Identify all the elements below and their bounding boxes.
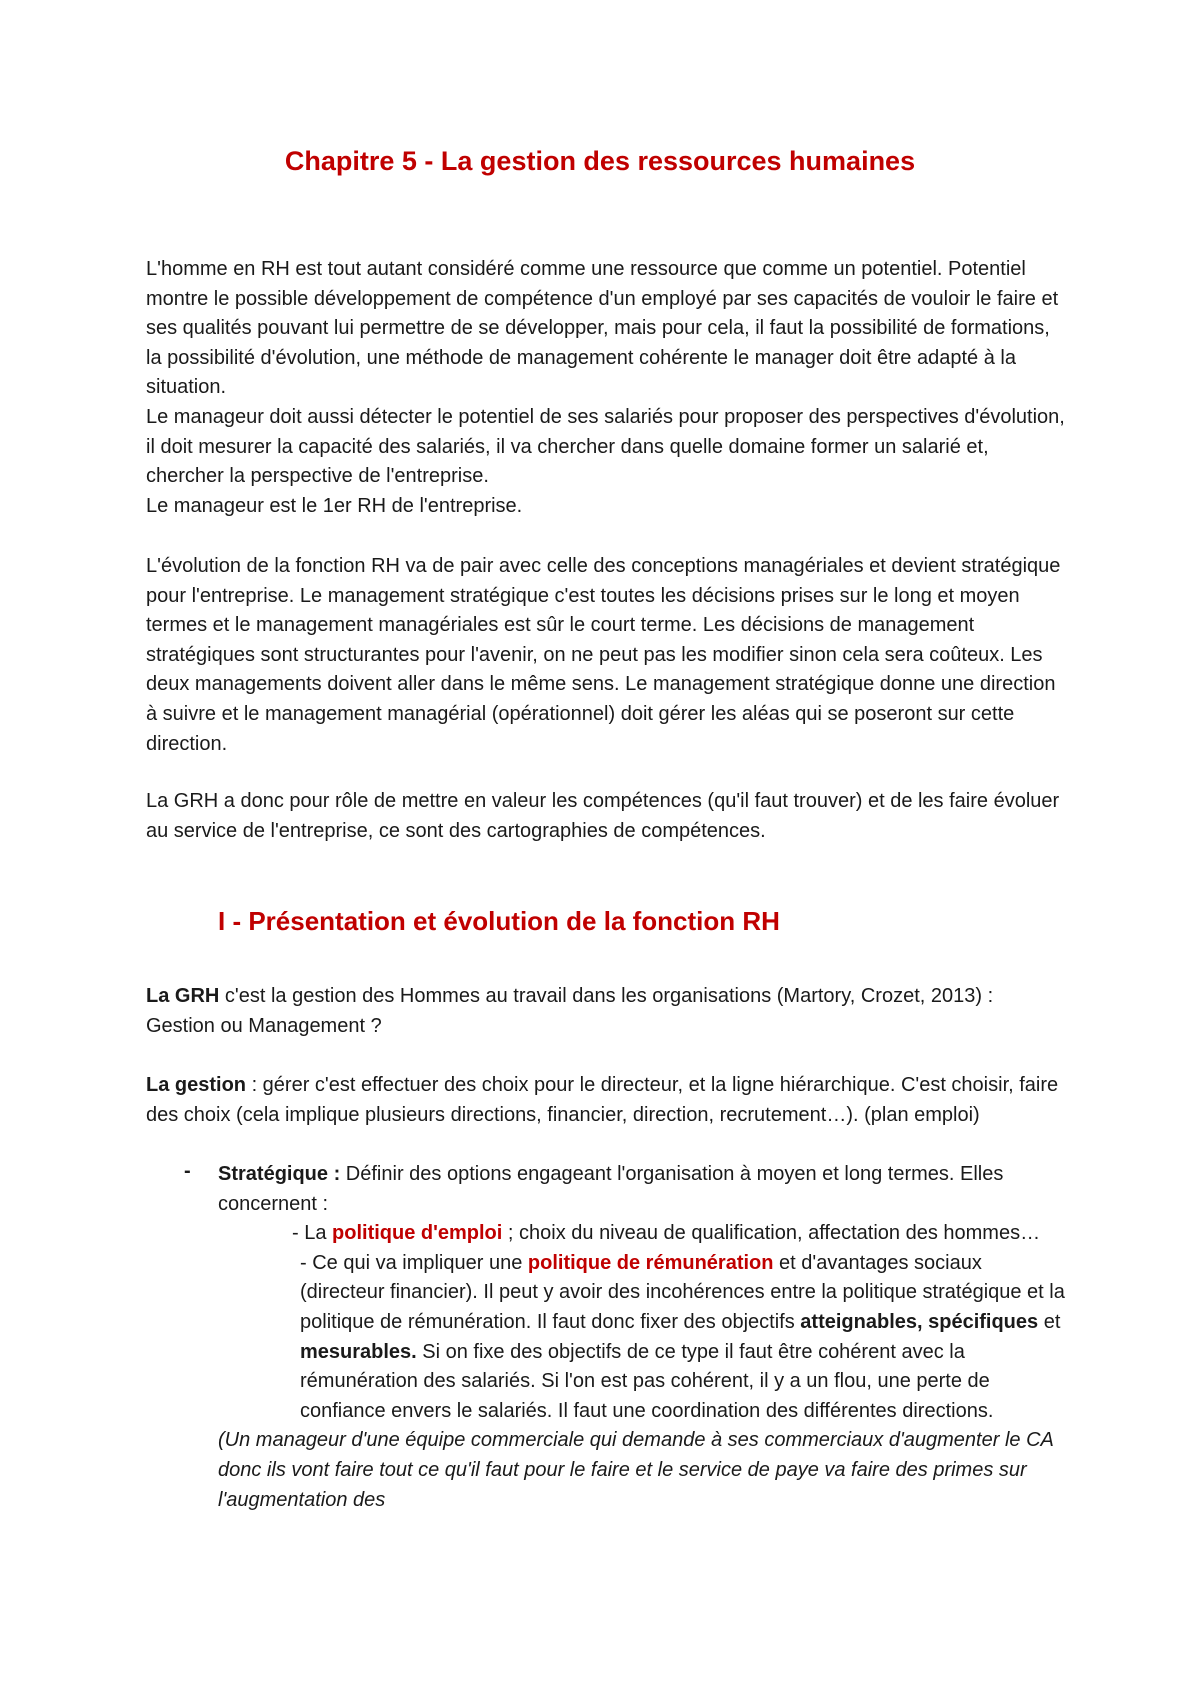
objectives-and: et bbox=[1038, 1310, 1061, 1333]
sub-item-employment-policy bbox=[218, 1219, 1068, 1249]
employment-policy-text: ; choix du niveau de qualification, affectation des hommes… bbox=[502, 1222, 1041, 1245]
intro-paragraph-manager: Le manageur doit aussi détecter le potentiel de ses salariés pour proposer des perspectives d'évolution, il doit mesurer la capacité des salariés, il va chercher dans quelle domaine former un salarié et, chercher la perspective de l'entreprise. bbox=[146, 405, 1065, 488]
employment-policy-term: politique d'emploi bbox=[332, 1222, 503, 1245]
intro-section bbox=[146, 255, 1066, 521]
strategic-term: Stratégique : bbox=[218, 1163, 341, 1185]
objectives-bold-2: mesurables. bbox=[300, 1340, 417, 1363]
grh-term: La GRH bbox=[146, 985, 220, 1007]
chapter-title: Chapitre 5 - La gestion des ressources humaines bbox=[284, 146, 916, 176]
pay-policy-term: politique de rémunération bbox=[527, 1251, 774, 1274]
intro-paragraph-potential: L'homme en RH est tout autant considéré comme une ressource que comme un potentiel. Potentiel montre le possible développement de compétence d'un employé par ses capacités de vouloir le faire et ses qualités pouvant lui permettre de se développer, mais pour cela, il faut la possibilité de formations, la possibilité d'évolution, une méthode de management cohérente le manager doit être adapté à la situation. bbox=[146, 258, 1059, 399]
pay-policy-text: et d'avantages sociaux (directeur financier). Il peut y avoir des incohérences entre la politique stratégique et la politique de rémunération. Il faut donc fixer des objectifs bbox=[300, 1251, 1065, 1333]
grh-definition-text: c'est la gestion des Hommes au travail dans les organisations (Martory, Crozet, 2013) : Gestion ou Management ? bbox=[146, 985, 994, 1037]
gestion-term: La gestion bbox=[146, 1074, 247, 1096]
grh-definition bbox=[146, 982, 1066, 1041]
sub-item-pay-policy bbox=[218, 1249, 1068, 1427]
evolution-section bbox=[146, 552, 1066, 759]
objectives-bold-1: atteignables, spécifiques bbox=[800, 1310, 1039, 1333]
sub-item-prefix: - Ce qui va impliquer une bbox=[300, 1251, 528, 1274]
gestion-definition bbox=[146, 1071, 1066, 1130]
pay-policy-text-2: Si on fixe des objectifs de ce type il faut être cohérent avec la rémunération des salariés. Si l'on est pas cohérent, il y a un flou, une perte de confiance envers le salariés. Il faut une coordination des différentes directions. bbox=[300, 1340, 994, 1422]
strategic-definition-text: Définir des options engageant l'organisation à moyen et long termes. Elles concernent : bbox=[218, 1163, 1004, 1215]
section-heading: I - Présentation et évolution de la fonction RH bbox=[218, 906, 780, 936]
grh-role-paragraph: La GRH a donc pour rôle de mettre en valeur les compétences (qu'il faut trouver) et de les faire évoluer au service de l'entreprise, ce sont des cartographies de compétences. bbox=[146, 790, 1060, 842]
strategic-list-item bbox=[218, 1160, 1068, 1515]
sub-item-prefix: - La bbox=[292, 1222, 333, 1245]
example-italic: (Un manageur d'une équipe commerciale qui demande à ses commerciaux d'augmenter le CA donc ils vont faire tout ce qu'il faut pour le faire et le service de paye va faire des primes sur l'augmentation des bbox=[218, 1429, 1054, 1511]
intro-paragraph-first-hr: Le manageur est le 1er RH de l'entreprise. bbox=[146, 494, 523, 517]
gestion-definition-text: : gérer c'est effectuer des choix pour le directeur, et la ligne hiérarchique. C'est choisir, faire des choix (cela implique plusieurs directions, financier, direction, recrutement…). (plan emploi) bbox=[146, 1074, 1059, 1126]
grh-role-section bbox=[146, 787, 1066, 846]
evolution-paragraph: L'évolution de la fonction RH va de pair avec celle des conceptions managériales et devient stratégique pour l'entreprise. Le management stratégique c'est toutes les décisions prises sur le long et moyen termes et le management managériales est sûr le court terme. Les décisions de management stratégiques sont structurantes pour l'avenir, on ne peut pas les modifier sinon cela sera coûteux. Les deux managements doivent aller dans le même sens. Le management stratégique donne une direction à suivre et le management managérial (opérationnel) doit gérer les aléas qui se poseront sur cette direction. bbox=[146, 555, 1061, 755]
list-bullet: - bbox=[184, 1160, 191, 1182]
